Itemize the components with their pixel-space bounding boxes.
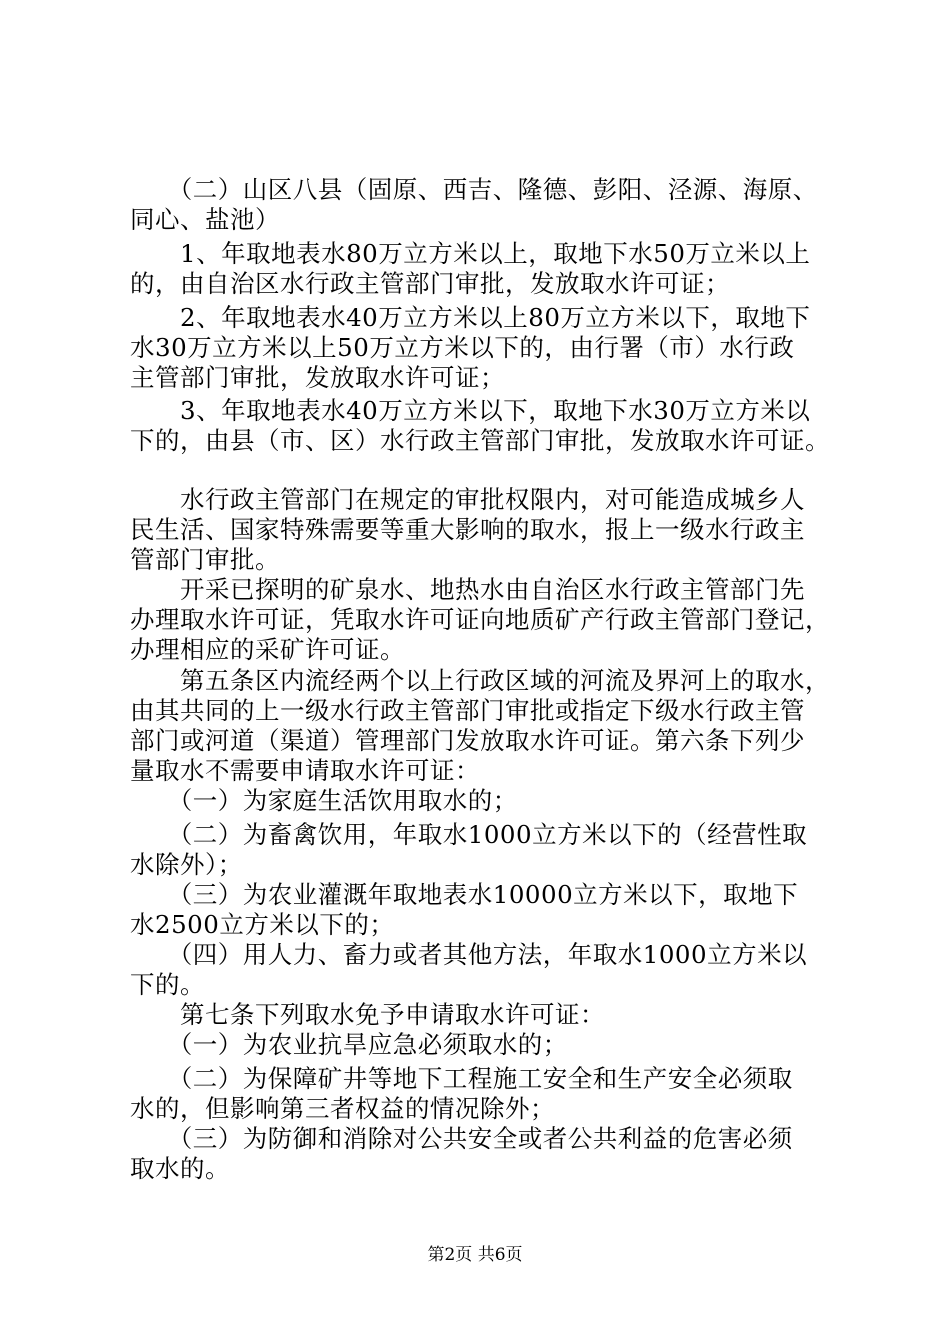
text-line: 水除外）；	[130, 850, 243, 879]
text-line: 下的。	[130, 970, 205, 999]
text-line: 水30万立方米以上50万立方米以下的，由行署（市）水行政	[130, 333, 795, 362]
text-line: 下的，由县（市、区）水行政主管部门审批，发放取水许可证。	[130, 426, 830, 455]
text-line: 部门或河道（渠道）管理部门发放取水许可证。第六条下列少	[130, 726, 805, 755]
text-line: 水的，但影响第三者权益的情况除外；	[130, 1094, 555, 1123]
text-line: 水2500立方米以下的；	[130, 910, 395, 939]
text-line: 民生活、国家特殊需要等重大影响的取水，报上一级水行政主	[130, 515, 805, 544]
text-line: （三）为农业灌溉年取地表水10000立方米以下，取地下	[130, 880, 799, 909]
text-line: 2、年取地表水40万立方米以上80万立方米以下，取地下	[130, 303, 811, 332]
text-line: 办理相应的采矿许可证。	[130, 635, 405, 664]
text-line: 第五条区内流经两个以上行政区域的河流及界河上的取水，	[130, 666, 830, 695]
text-line: 取水的。	[130, 1154, 230, 1183]
text-line: （一）为农业抗旱应急必须取水的；	[130, 1030, 568, 1059]
text-line: 管部门审批。	[130, 545, 280, 574]
text-line: 由其共同的上一级水行政主管部门审批或指定下级水行政主管	[130, 696, 805, 725]
text-line: （二）为保障矿井等地下工程施工安全和生产安全必须取	[130, 1064, 793, 1093]
text-line: 水行政主管部门在规定的审批权限内，对可能造成城乡人	[130, 485, 805, 514]
text-line: （四）用人力、畜力或者其他方法，年取水1000立方米以	[130, 940, 808, 969]
text-line: 3、年取地表水40万立方米以下，取地下水30万立方米以	[130, 396, 811, 425]
text-line: 主管部门审批，发放取水许可证；	[130, 363, 505, 392]
text-line: （二）山区八县（固原、西吉、隆德、彭阳、泾源、海原、	[130, 175, 818, 204]
text-line: 1、年取地表水80万立方米以上，取地下水50万立米以上	[130, 239, 811, 268]
text-line: 的，由自治区水行政主管部门审批，发放取水许可证；	[130, 269, 730, 298]
text-line: （一）为家庭生活饮用取水的；	[130, 786, 518, 815]
text-line: 量取水不需要申请取水许可证：	[130, 756, 480, 785]
text-line: 第七条下列取水免予申请取水许可证：	[130, 1000, 605, 1029]
text-line: 同心、盐池）	[130, 205, 280, 234]
text-line: 开采已探明的矿泉水、地热水由自治区水行政主管部门先	[130, 575, 805, 604]
text-line: 办理取水许可证，凭取水许可证向地质矿产行政主管部门登记，	[130, 605, 830, 634]
text-line: （二）为畜禽饮用，年取水1000立方米以下的（经营性取	[130, 820, 808, 849]
page-footer: 第2页 共6页	[427, 1245, 523, 1265]
text-line: （三）为防御和消除对公共安全或者公共利益的危害必须	[130, 1124, 793, 1153]
